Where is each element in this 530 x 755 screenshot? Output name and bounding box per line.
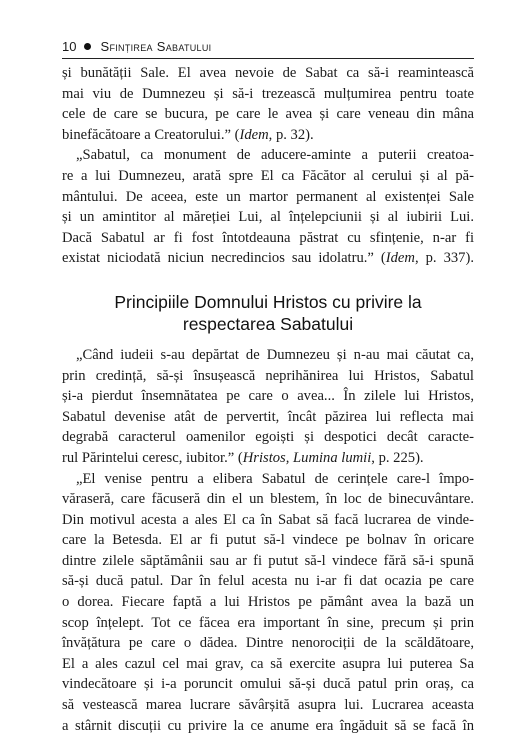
text-line: El a ales cazul cel mai grav, ca să exercite asupra lui puterea Sa — [62, 655, 474, 672]
text-line: re a lui Dumnezeu, arată spre El ca Făcător al cerului și al pă- — [62, 167, 474, 184]
text-line: cele de care se bucura, pe care le avea și care veneau din mâna — [62, 106, 474, 123]
text-line: să-și ducă patul. Dar în felul acesta nu i-ar fi dat ocazia pe care — [62, 573, 474, 590]
citation-source: Hristos, Lumina lumii — [242, 449, 372, 466]
text-line — [62, 448, 474, 469]
text-line: „Sabatul, ca monument de aducere-aminte a puterii creatoa- — [76, 147, 474, 164]
text-line: vindecătoare și i-a poruncit omului să-și ducă patul prin oraș, ca — [62, 676, 474, 693]
citation-source: Idem — [385, 250, 415, 267]
text-run: binefăcătoare a Creatorului.” ( — [62, 126, 240, 143]
paragraph-quote-jews-departed — [62, 345, 474, 469]
citation-source: Idem — [239, 126, 269, 143]
text-run: existat niciodată niciun necredincios sau idolatru.” ( — [62, 250, 386, 267]
paragraph-continuation — [62, 63, 474, 145]
section-heading-line: respectarea Sabatului — [182, 313, 354, 334]
text-line: dintre zilele săptămânii sau ar fi putut să-l vindece fără să-i spună — [62, 552, 474, 569]
citation-page: , p. 225). — [371, 449, 424, 466]
text-line: „Când iudeii s-au depărtat de Dumnezeu și n-au mai căutat ca, — [76, 346, 474, 363]
section-heading — [62, 291, 474, 335]
text-line: o dorea. Fiecare faptă a lui Hristos pe pământ avea la bază un — [62, 594, 474, 611]
text-line: mântului. De aceea, este un martor permanent al existenței Sale — [62, 188, 474, 205]
text-line: scop înțelept. Tot ce făcea era important în sine, precum și prin — [62, 614, 474, 631]
running-title: Sfințirea Sabatului — [100, 38, 212, 54]
text-line: „El venise pentru a elibera Sabatul de cerințele care-l împo- — [76, 470, 474, 487]
text-line: Din motivul acesta a ales El ca în Sabat să facă lucrarea de vinde- — [62, 511, 474, 528]
citation-page: , p. 337). — [414, 250, 474, 267]
paragraph-quote-bethesda — [62, 469, 474, 737]
section-heading-line: Principiile Domnului Hristos cu privire la — [114, 291, 422, 312]
text-line — [62, 248, 474, 269]
text-line: văraseră, care făcuseră din el un blestem, în loc de binecuvântare. — [62, 491, 474, 508]
running-header — [62, 36, 472, 56]
citation-page: , p. 32). — [268, 126, 314, 143]
text-line: să vestească marea lucrare săvârșită asupra lui. Lucrarea aceasta — [62, 697, 474, 714]
paragraph-quote-sabbath-monument — [62, 145, 474, 269]
text-line — [62, 125, 474, 146]
text-line: Sabatul devenise atât de pervertit, încât păzirea lui reflecta mai — [62, 408, 474, 425]
text-line: care la Betesda. El ar fi putut să-l vindece pe bolnav în oricare — [62, 532, 474, 549]
text-line: învățătura pe care o dădea. Dintre nenorociții de la scăldătoare, — [62, 635, 474, 652]
text-line: Dacă Sabatul ar fi fost întotdeauna păstrat cu sfințenie, n-ar fi — [62, 229, 474, 246]
header-rule — [62, 58, 474, 59]
text-line: și un amintitor al măreției Lui, al înțelepciunii și al iubirii Lui. — [62, 209, 474, 226]
text-line: și-a pierdut însemnătatea pe care o avea... În zilele lui Hristos, — [62, 388, 474, 405]
page-body — [62, 63, 474, 736]
text-line: și bunătății Sale. El avea nevoie de Sabat ca să-i reamintească — [62, 65, 474, 81]
text-line: degrabă caracterul oamenilor egoiști și despotici decât caracte- — [62, 429, 474, 446]
page-number: 10 — [62, 38, 77, 54]
text-run: rul Părintelui ceresc, iubitor.” ( — [62, 449, 243, 466]
text-line: mai viu de Dumnezeu și să-i trezească mulțumirea pentru toate — [62, 85, 474, 102]
text-line: prin credință, să-și însușească neprihănirea lui Hristos, Sabatul — [62, 367, 474, 384]
text-line: a stârnit discuții cu privire la ce anume era îngăduit să se facă în — [62, 717, 474, 734]
bullet-separator-icon — [84, 43, 91, 50]
